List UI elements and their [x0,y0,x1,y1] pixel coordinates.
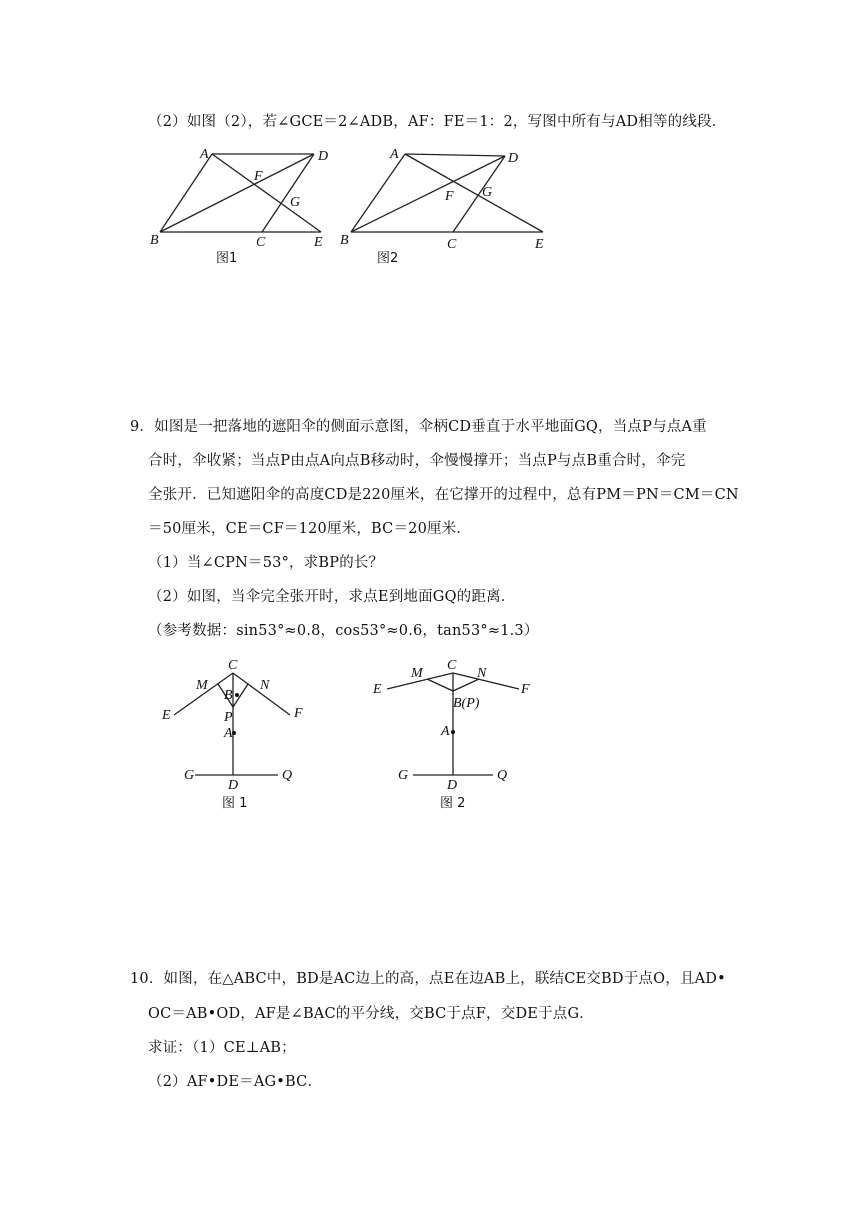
segment-AB [160,154,212,232]
label-A: A [200,147,209,162]
label-F: F [521,682,530,697]
label-E: E [535,237,544,252]
label-C: C [228,658,238,673]
label-A: A [224,726,233,741]
label-F: F [254,169,263,184]
q10-line-1: 10．如图，在△ABC中，BD是AC边上的高，点E在边AB上，联结CE交BD于点O，且AD• [130,971,726,987]
segment-AE [212,154,321,232]
q9-line-2: 合时，伞收紧；当点P由点A向点B移动时，伞慢慢撑开；当点P与点B重合时，伞完 [148,453,686,469]
label-N: N [260,678,270,693]
figure-caption: 图1 [216,251,238,266]
segment-CD [453,156,505,232]
label-Q: Q [282,768,293,783]
label-F: F [445,189,454,204]
figure-caption: 图 1 [222,796,248,811]
label-E: E [373,682,382,697]
point-A [232,731,236,735]
label-D: D [228,778,239,793]
label-C: C [256,235,266,250]
label-F: F [294,706,303,721]
stretcher-MP [427,679,453,691]
q8-part2-text: （2）如图（2），若∠GCE＝2∠ADB，AF：FE＝1：2，写图中所有与AD相等的线段． [148,114,727,130]
label-P: P [224,710,233,725]
q10-line-3: 求证：（1）CE⊥AB； [148,1040,296,1056]
label-D: D [318,149,329,164]
label-G: G [184,768,195,783]
label-Q: Q [497,768,508,783]
segment-CD [262,154,314,232]
segment-BD [160,154,314,232]
figure-caption: 图 2 [440,796,466,811]
q9-part2: （2）如图，当伞完全张开时，求点E到地面GQ的距离． [148,589,516,605]
label-M: M [411,666,423,681]
label-B: B [150,233,159,248]
point-A [451,730,455,734]
q9-reference-data: （参考数据：sin53°≈0.8，cos53°≈0.6，tan53°≈1.3） [148,623,539,639]
label-G: G [290,195,301,210]
q8-figure-1 [140,140,340,270]
label-B-P: B(P) [453,696,480,711]
label-G: G [398,768,409,783]
label-C: C [447,237,457,252]
label-A: A [390,147,399,162]
q9-figure-1 [150,655,330,815]
label-B: B [224,688,233,703]
stretcher-NP [453,679,479,691]
label-A: A [441,724,450,739]
q9-figure-2 [365,655,555,815]
label-B: B [340,233,349,248]
q10-line-4: （2）AF•DE＝AG•BC． [148,1074,323,1090]
point-B [235,693,239,697]
q9-part1: （1）当∠CPN＝53°，求BP的长？ [148,555,384,571]
segment-AE [405,154,543,232]
q9-line-4: ＝50厘米，CE＝CF＝120厘米，BC＝20厘米． [148,521,472,537]
label-C: C [447,658,457,673]
q9-line-3: 全张开．已知遮阳伞的高度CD是220厘米，在它撑开的过程中，总有PM＝PN＝CM＝CN [148,487,739,503]
q8-figure-2 [335,140,560,270]
label-M: M [196,678,208,693]
figure-caption: 图2 [377,251,399,266]
label-E: E [162,708,171,723]
label-D: D [508,151,519,166]
q9-line-1: 9．如图是一把落地的遮阳伞的侧面示意图，伞柄CD垂直于水平地面GQ，当点P与点A重 [130,419,707,435]
label-D: D [447,778,458,793]
label-E: E [314,235,323,250]
q10-line-2: OC＝AB•OD，AF是∠BAC的平分线，交BC于点F，交DE于点G． [148,1006,594,1022]
label-N: N [477,666,487,681]
label-G: G [482,185,493,200]
segment-AB [351,154,405,232]
segment-AD [405,154,505,156]
